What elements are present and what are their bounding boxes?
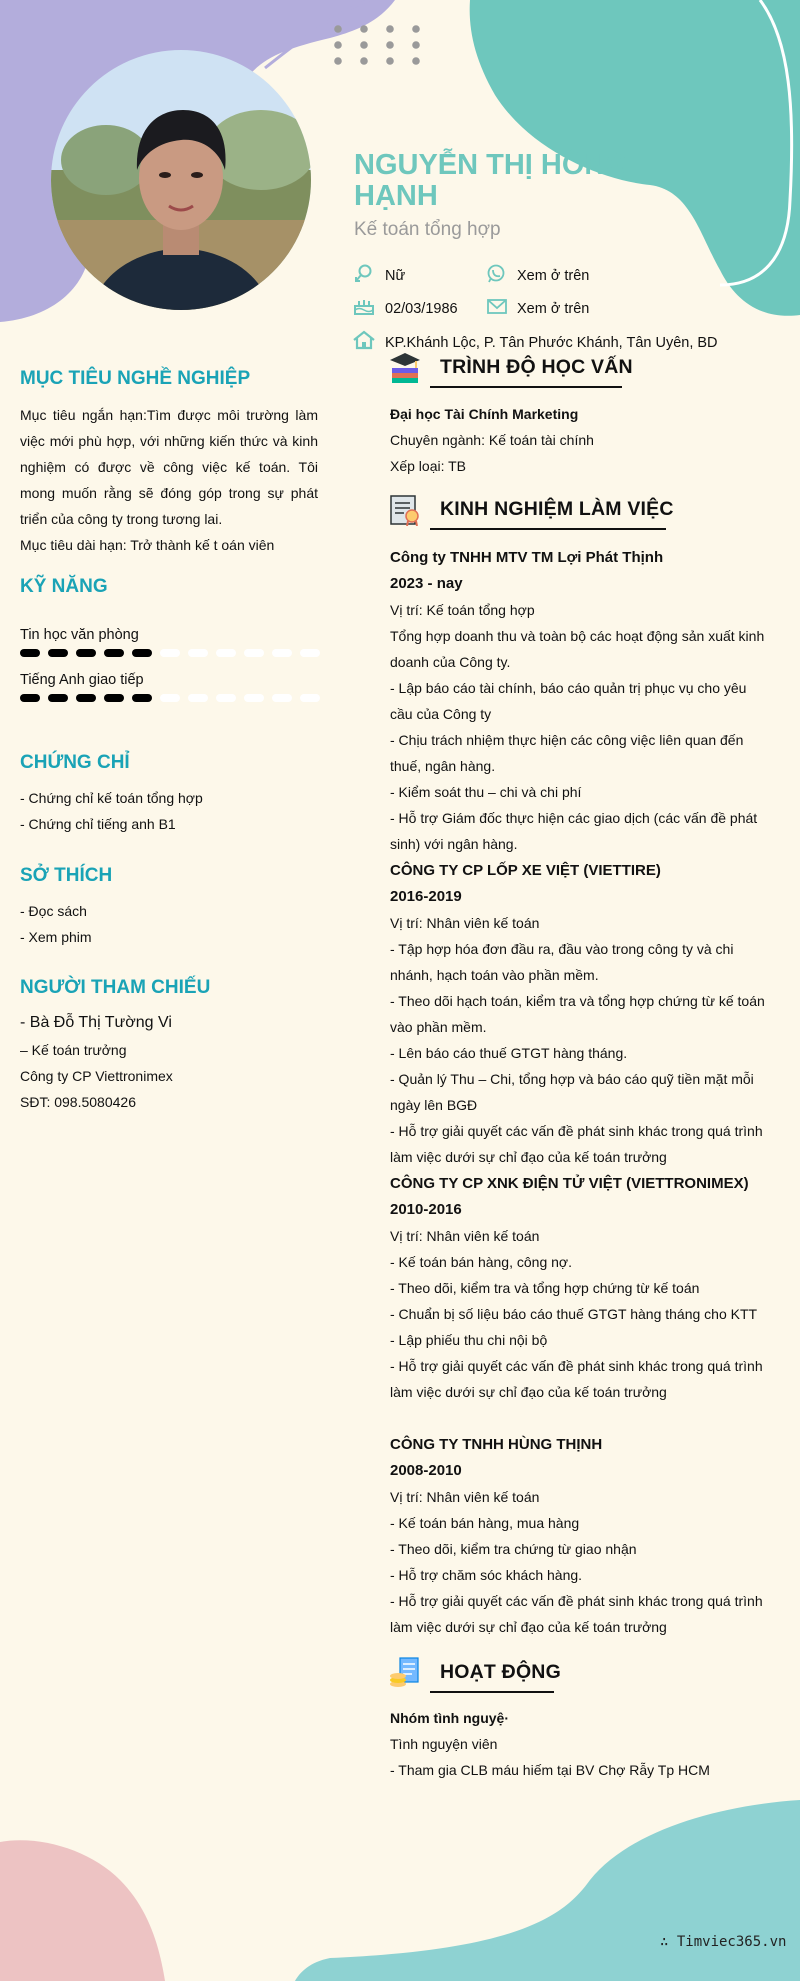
skill-dot-empty (160, 694, 180, 702)
reference-name: - Bà Đỗ Thị Tường Vi (20, 1014, 172, 1031)
hobby-item: - Đọc sách (20, 903, 87, 919)
major: Chuyên ngành: Kế toán tài chính (390, 432, 594, 448)
experience-job (390, 858, 770, 1170)
skill-dot-filled (20, 694, 40, 702)
activities-heading: HOẠT ĐỘNG (440, 1661, 561, 1683)
candidate-name: NGUYỄN THỊ HỒNG HẠNH (354, 149, 628, 212)
activity-detail: - Tham gia CLB máu hiếm tại BV Chợ Rẫy Tp HCM (390, 1762, 710, 1778)
skill-rating (20, 693, 325, 703)
job-position: Vị trí: Nhân viên kế toán (390, 1489, 540, 1505)
job-duty: - Tập hợp hóa đơn đầu ra, đầu vào trong công ty và chi nhánh, hạch toán vào phần mềm. (390, 941, 734, 983)
skill-dot-filled (104, 649, 124, 657)
job-position: Vị trí: Kế toán tổng hợp (390, 602, 535, 618)
graduation-cap-icon (388, 350, 422, 384)
school-name: Đại học Tài Chính Marketing (390, 406, 579, 422)
phone-icon (486, 264, 508, 284)
gender-icon (353, 264, 375, 284)
references-heading: NGƯỜI THAM CHIẾU (20, 977, 211, 998)
job-duty: - Lập phiếu thu chi nội bộ (390, 1332, 548, 1348)
skill-dot-filled (132, 649, 152, 657)
skill-dot-filled (76, 649, 96, 657)
skill-dot-empty (188, 694, 208, 702)
job-duty: - Hỗ trợ giải quyết các vấn đề phát sinh khác trong quá trình làm việc dưới sự chỉ đạo của kế toán trưởng (390, 1358, 763, 1400)
address-value: KP.Khánh Lộc, P. Tân Phước Khánh, Tân Uyên, BD (385, 335, 718, 351)
skill-dot-empty (216, 694, 236, 702)
education-heading: TRÌNH ĐỘ HỌC VẤN (440, 356, 633, 378)
activities-underline (430, 1691, 554, 1693)
reference-company: Công ty CP Viettronimex (20, 1068, 173, 1084)
reference-role: – Kế toán trưởng (20, 1042, 127, 1058)
certificate-item: - Chứng chỉ kế toán tổng hợp (20, 790, 203, 806)
skill-dot-empty (244, 694, 264, 702)
job-period: 2010-2016 (390, 1201, 462, 1218)
skill-dot-empty (272, 694, 292, 702)
skill-name: Tiếng Anh giao tiếp (20, 672, 144, 688)
education-underline (430, 386, 622, 388)
skill-dot-filled (48, 694, 68, 702)
skill-dot-empty (300, 694, 320, 702)
skill-dot-empty (244, 649, 264, 657)
experience-underline (430, 528, 666, 530)
phone-value: Xem ở trên (517, 268, 590, 284)
job-period: 2016-2019 (390, 888, 462, 905)
job-duty: - Quản lý Thu – Chi, tổng hợp và báo cáo quỹ tiền mặt mỗi ngày lên BGĐ (390, 1071, 754, 1113)
skills-heading: KỸ NĂNG (20, 576, 108, 597)
job-period: 2008-2010 (390, 1462, 462, 1479)
job-position: Vị trí: Nhân viên kế toán (390, 1228, 540, 1244)
objective-heading: MỤC TIÊU NGHỀ NGHIỆP (20, 368, 251, 389)
company-name: CÔNG TY CP XNK ĐIỆN TỬ VIỆT (VIETTRONIMEX) (390, 1175, 749, 1192)
certificate-item: - Chứng chỉ tiếng anh B1 (20, 816, 176, 832)
job-duty: - Kế toán bán hàng, công nợ. (390, 1254, 572, 1270)
skill-name: Tin học văn phòng (20, 627, 139, 643)
job-duty: Tổng hợp doanh thu và toàn bộ các hoạt động sản xuất kinh doanh của Công ty. (390, 628, 765, 670)
skill-dot-filled (76, 694, 96, 702)
job-duty: - Hỗ trợ Giám đốc thực hiện các giao dịch (các vấn đề phát sinh) với ngân hàng. (390, 810, 758, 852)
job-duty: - Chịu trách nhiệm thực hiện các công việc liên quan đến thuế, ngân hàng. (390, 732, 744, 774)
certificates-heading: CHỨNG CHỈ (20, 752, 130, 773)
skill-dot-empty (188, 649, 208, 657)
email-value: Xem ở trên (517, 301, 590, 317)
profile-photo (51, 50, 311, 310)
experience-job (390, 1171, 770, 1405)
hobby-item: - Xem phim (20, 929, 92, 945)
skill-dot-empty (216, 649, 236, 657)
activity-group: Nhóm tình nguyệ· (390, 1710, 509, 1726)
email-icon (486, 296, 508, 316)
job-duty: - Chuẩn bị số liệu báo cáo thuế GTGT hàng tháng cho KTT (390, 1306, 758, 1322)
job-title: Kế toán tổng hợp (354, 219, 501, 240)
gender-value: Nữ (385, 268, 406, 284)
skill-dot-empty (300, 649, 320, 657)
birthday-icon (353, 296, 375, 316)
grade: Xếp loại: TB (390, 458, 467, 474)
activity-icon (388, 1655, 422, 1689)
experience-job (390, 545, 770, 857)
job-period: 2023 - nay (390, 575, 463, 592)
skill-dot-empty (160, 649, 180, 657)
experience-job (390, 1432, 770, 1640)
skill-dot-filled (132, 694, 152, 702)
company-name: CÔNG TY CP LỐP XE VIỆT (VIETTIRE) (390, 862, 661, 879)
job-duty: - Lập báo cáo tài chính, báo cáo quản trị phục vụ cho yêu cầu của Công ty (390, 680, 747, 722)
skill-dot-filled (48, 649, 68, 657)
activity-role: Tình nguyện viên (390, 1736, 498, 1752)
job-duty: - Kiểm soát thu – chi và chi phí (390, 784, 582, 800)
company-name: Công ty TNHH MTV TM Lợi Phát Thịnh (390, 549, 664, 566)
reference-phone: SĐT: 098.5080426 (20, 1094, 136, 1110)
skill-dot-filled (104, 694, 124, 702)
company-name: CÔNG TY TNHH HÙNG THỊNH (390, 1436, 603, 1453)
job-duty: - Hỗ trợ chăm sóc khách hàng. (390, 1567, 583, 1583)
watermark: ∴ Timviec365.vn (660, 1934, 787, 1950)
job-duty: - Theo dõi, kiểm tra chứng từ giao nhận (390, 1541, 637, 1557)
job-duty: - Hỗ trợ giải quyết các vấn đề phát sinh khác trong quá trình làm việc dưới sự chỉ đạo của kế toán trưởng (390, 1593, 763, 1635)
objective-long: Mục tiêu dài hạn: Trở thành kế t oán viên (20, 537, 275, 553)
job-position: Vị trí: Nhân viên kế toán (390, 915, 540, 931)
skill-dot-empty (272, 649, 292, 657)
job-duty: - Hỗ trợ giải quyết các vấn đề phát sinh khác trong quá trình làm việc dưới sự chỉ đạo của kế toán trưởng (390, 1123, 763, 1165)
job-duty: - Theo dõi hạch toán, kiểm tra và tổng hợp chứng từ kế toán vào phần mềm. (390, 993, 765, 1035)
objective-short: Mục tiêu ngắn hạn:Tìm được môi trường làm việc mới phù hợp, với những kiến thức và kinh nghiệm có được về công việc kế toán. Tôi mong muốn rằng sẽ đóng góp trong sự phát triển của công ty trong tương lai. (20, 407, 318, 527)
certificate-icon (388, 492, 422, 526)
job-duty: - Lên báo cáo thuế GTGT hàng tháng. (390, 1045, 628, 1061)
job-duty: - Kế toán bán hàng, mua hàng (390, 1515, 580, 1531)
hobbies-heading: SỞ THÍCH (20, 865, 113, 886)
birthdate-value: 02/03/1986 (385, 301, 458, 317)
skill-rating (20, 648, 325, 658)
job-duty: - Theo dõi, kiểm tra và tổng hợp chứng từ kế toán (390, 1280, 700, 1296)
home-icon (353, 330, 375, 350)
experience-heading: KINH NGHIỆM LÀM VIỆC (440, 498, 674, 520)
skill-dot-filled (20, 649, 40, 657)
